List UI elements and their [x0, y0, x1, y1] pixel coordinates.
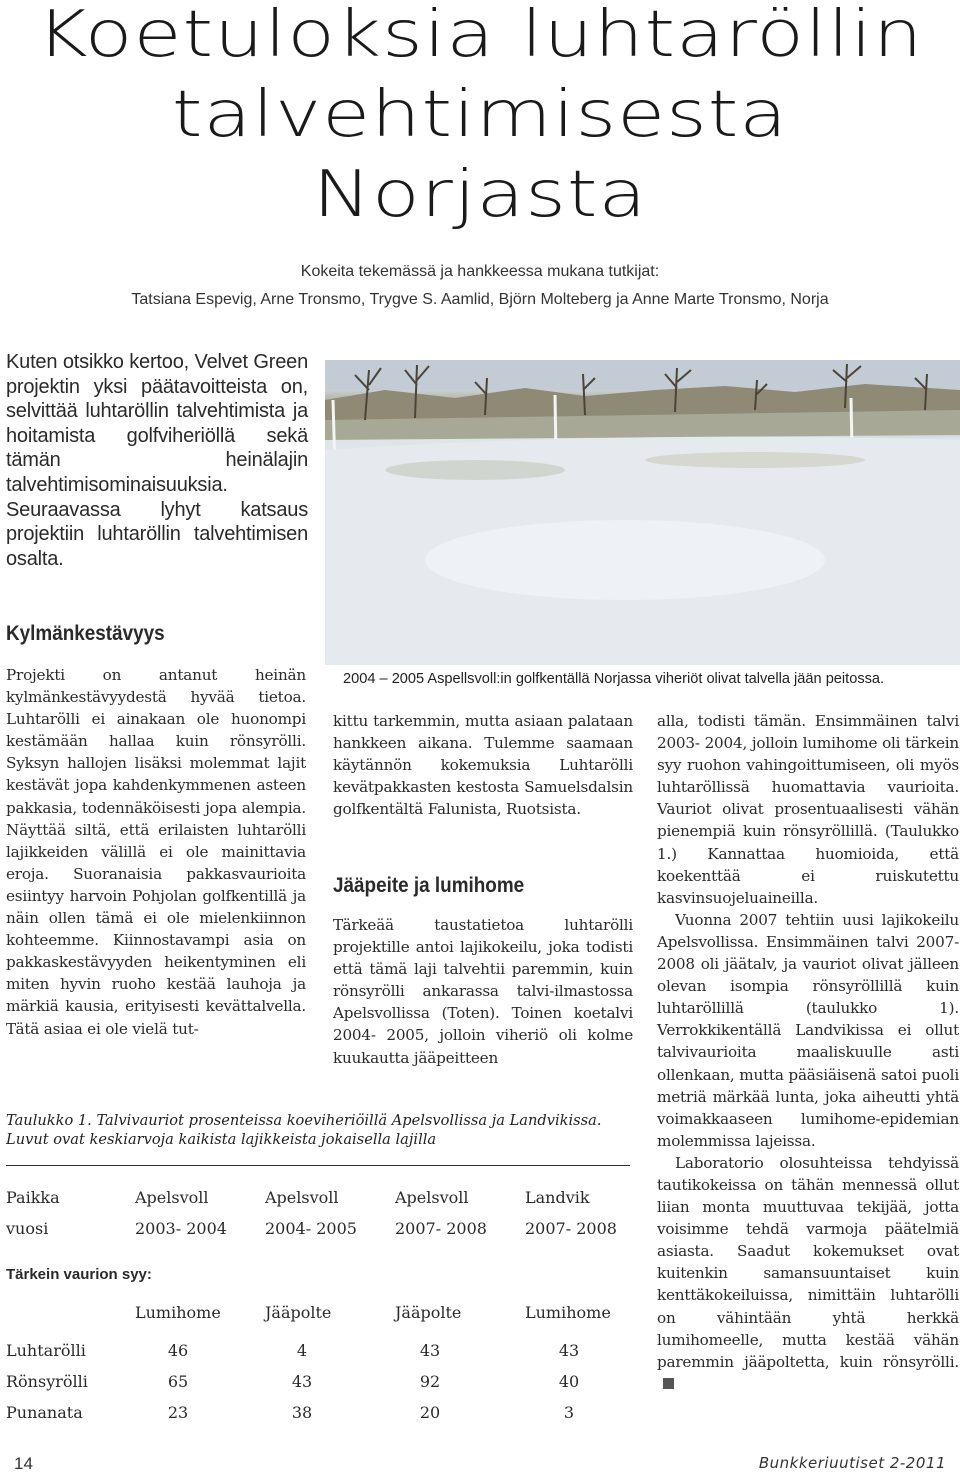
- snow-covered-green-photo: [325, 360, 960, 665]
- table-row-punanata-value-3: 20: [419, 1403, 441, 1422]
- table-row-punanata-name: Punanata: [6, 1403, 83, 1422]
- table-caption: [6, 1111, 646, 1149]
- authors-intro: Kokeita tekemässä ja hankkeessa mukana tutkijat:: [300, 263, 660, 280]
- table-cause-4: Lumihome: [525, 1303, 611, 1322]
- table-cause-2: Jääpolte: [265, 1303, 332, 1322]
- table-cause-1: Lumihome: [135, 1303, 221, 1322]
- title-line-3: Norjasta: [312, 157, 648, 232]
- table-year-3: 2007- 2008: [395, 1219, 487, 1238]
- table-row-punanata-value-4: 3: [563, 1403, 575, 1422]
- table-caption-line-1: Taulukko 1. Talvivauriot prosenteissa koeviheriöillä Apelsvollissa ja Landvikissa.: [6, 1112, 602, 1129]
- table-place-3: Apelsvoll: [395, 1188, 469, 1207]
- table-place-1: Apelsvoll: [135, 1188, 209, 1207]
- table-row-ronsyrolli-name: Rönsyrölli: [6, 1372, 88, 1391]
- table-year-label: vuosi: [6, 1219, 49, 1238]
- photo-caption: 2004 – 2005 Aspellsvoll:in golfkentällä Norjassa viheriöt olivat talvella jään peitossa.: [343, 671, 885, 687]
- lead-paragraph: Kuten otsikko kertoo, Velvet Green projektin yksi päätavoitteista on, selvittää luhtaröllin talvehtimista ja hoitamista golfviheriöllä sekä tämän heinälajin talvehtimisominaisuuksia. Seuraavassa lyhyt katsaus projektiin luhtaröllin talvehtimisen osalta.: [6, 351, 308, 570]
- table-top-rule: [6, 1165, 630, 1166]
- col3-paragraph-3: [657, 1152, 959, 1395]
- table-row-punanata-value-2: 38: [291, 1403, 313, 1422]
- title-line-2: talvehtimisesta: [171, 77, 789, 152]
- table-place-4: Landvik: [525, 1188, 590, 1207]
- table-row-ronsyrolli-value-3: 92: [419, 1372, 441, 1391]
- authors-list: Tatsiana Espevig, Arne Tronsmo, Trygve S. Aamlid, Björn Molteberg ja Anne Marte Tronsmo, Norja: [131, 291, 829, 308]
- photo-illustration: [325, 360, 960, 665]
- body-column-2-bottom: Tärkeää taustatietoa luhtarölli projektille antoi lajikokeilu, joka todisti että tämä laji talvehtii paremmin, kuin rönsyrölli ankarassa talvi-ilmastossa Apelsvollissa (Toten). Toinen koetalvi 2004- 2005, jolloin viheriö oli kolme kuukautta jääpeitteen: [333, 916, 633, 1067]
- section-heading-kylmankestavyys: Kylmänkestävyys: [6, 622, 165, 645]
- col3-paragraph-3-text: Laboratorio olosuhteissa tehdyissä tautikokeissa on tähän mennessä ollut liian monta muuttuvaa tekijää, jotta voisimme tehdä varmoja päätelmiä asiasta. Saadut kokemukset ovat kuitenkin samansuuntaiset kuin kenttäkokeiluissa, nimittäin luhtarölli on vähintään yhtä herkkä lumihomeelle, mutta kestää vähän paremmin jääpoltetta, kuin rönsyrölli.: [657, 1153, 959, 1371]
- table-row-punanata-value-1: 23: [167, 1403, 189, 1422]
- table-year-1: 2003- 2004: [135, 1219, 227, 1238]
- table-year-4: 2007- 2008: [525, 1219, 617, 1238]
- table-row-luhtarolli-value-2: 4: [296, 1341, 308, 1360]
- table-caption-line-2: Luvut ovat keskiarvoja kaikista lajikkeista jokaisella lajilla: [6, 1131, 437, 1148]
- table-row-luhtarolli-value-1: 46: [167, 1341, 189, 1360]
- table-row-luhtarolli-value-4: 43: [558, 1341, 580, 1360]
- table-row-ronsyrolli-value-2: 43: [291, 1372, 313, 1391]
- table-place-label: Paikka: [6, 1188, 60, 1207]
- body-column-3: [657, 710, 959, 1395]
- table-row-luhtarolli-name: Luhtarölli: [6, 1341, 86, 1360]
- table-cause-3: Jääpolte: [395, 1303, 462, 1322]
- table-row-ronsyrolli-value-4: 40: [558, 1372, 580, 1391]
- table-year-2: 2004- 2005: [265, 1219, 357, 1238]
- table-place-2: Apelsvoll: [265, 1188, 339, 1207]
- col3-paragraph-2: Vuonna 2007 tehtiin uusi lajikokeilu Apelsvollissa. Ensimmäinen talvi 2007- 2008 oli jäätalv, ja vauriot olivat jälleen olevan isompia rönsyröllillä kuin luhtaröllillä (taulukko 1). Verrokkikentällä Landvikissa ei ollut talvivaurioita maaliskuulle asti ollenkaan, mutta pääsiäisenä satoi puoli metriä märkää lunta, joka aiheutti yhtä voimakkaaseen lumihome-epidemian molemmissa lajeissa.: [657, 910, 959, 1150]
- publication-name: Bunkkeriuutiset 2-2011: [758, 1454, 946, 1472]
- body-column-1: Projekti on antanut heinän kylmänkestävyydestä hyvää tietoa. Luhtarölli ei ainakaan ole huonompi kestämään hallaa kuin rönsyrölli. Syksyn hallojen lisäksi molemmat lajit kestävät jopa kahdenkymmenen asteen pakkasia, todennäköisesti jopa alempia. Näyttää siltä, että erilaisten luhtarölli lajikkeiden välillä ei ole mainittavia eroja. Suoranaisia pakkasvaurioita esiintyy harvoin Pohjolan golfkentillä ja näin ollen tämä ei ole mielenkiinnon kohteemme. Kiinnostavampi asia on pakkaskestävyyden heikentyminen eli miten hyvin ruoho kestää lauhoja ja märkiä kausia, erityisesti kevättalvella. Tätä asiaa ei ole vielä tut-: [6, 666, 306, 1038]
- table-row-ronsyrolli-value-1: 65: [167, 1372, 189, 1391]
- table-cause-label: Tärkein vaurion syy:: [6, 1266, 152, 1283]
- page-number: 14: [14, 1454, 33, 1473]
- title-line-1: Koetuloksia luhtaröllin: [36, 0, 924, 72]
- body-column-2-top: kittu tarkemmin, mutta asiaan palataan hankkeen aikana. Tulemme saamaan käytännön kokemuksia Luhtarölli kevätpakkasten kestosta Samuelsdalsin golfkentältä Falunista, Ruotsista.: [333, 712, 633, 819]
- section-heading-jaapeite: Jääpeite ja lumihome: [333, 874, 525, 897]
- end-of-article-mark: [663, 1378, 674, 1389]
- col3-paragraph-1: alla, todisti tämän. Ensimmäinen talvi 2003- 2004, jolloin lumihome oli tärkein syy ruohon vahingoittumiseen, oli myös luhtaröllissä huomattavia vaurioita. Vauriot olivat prosentuaalisesti vähän pienempiä kuin rönsyröllillä. (Taulukko 1.) Kannattaa huomioida, että koekenttää ei ruiskutettu kasvinsuojeluaineilla.: [657, 712, 959, 907]
- table-row-luhtarolli-value-3: 43: [419, 1341, 441, 1360]
